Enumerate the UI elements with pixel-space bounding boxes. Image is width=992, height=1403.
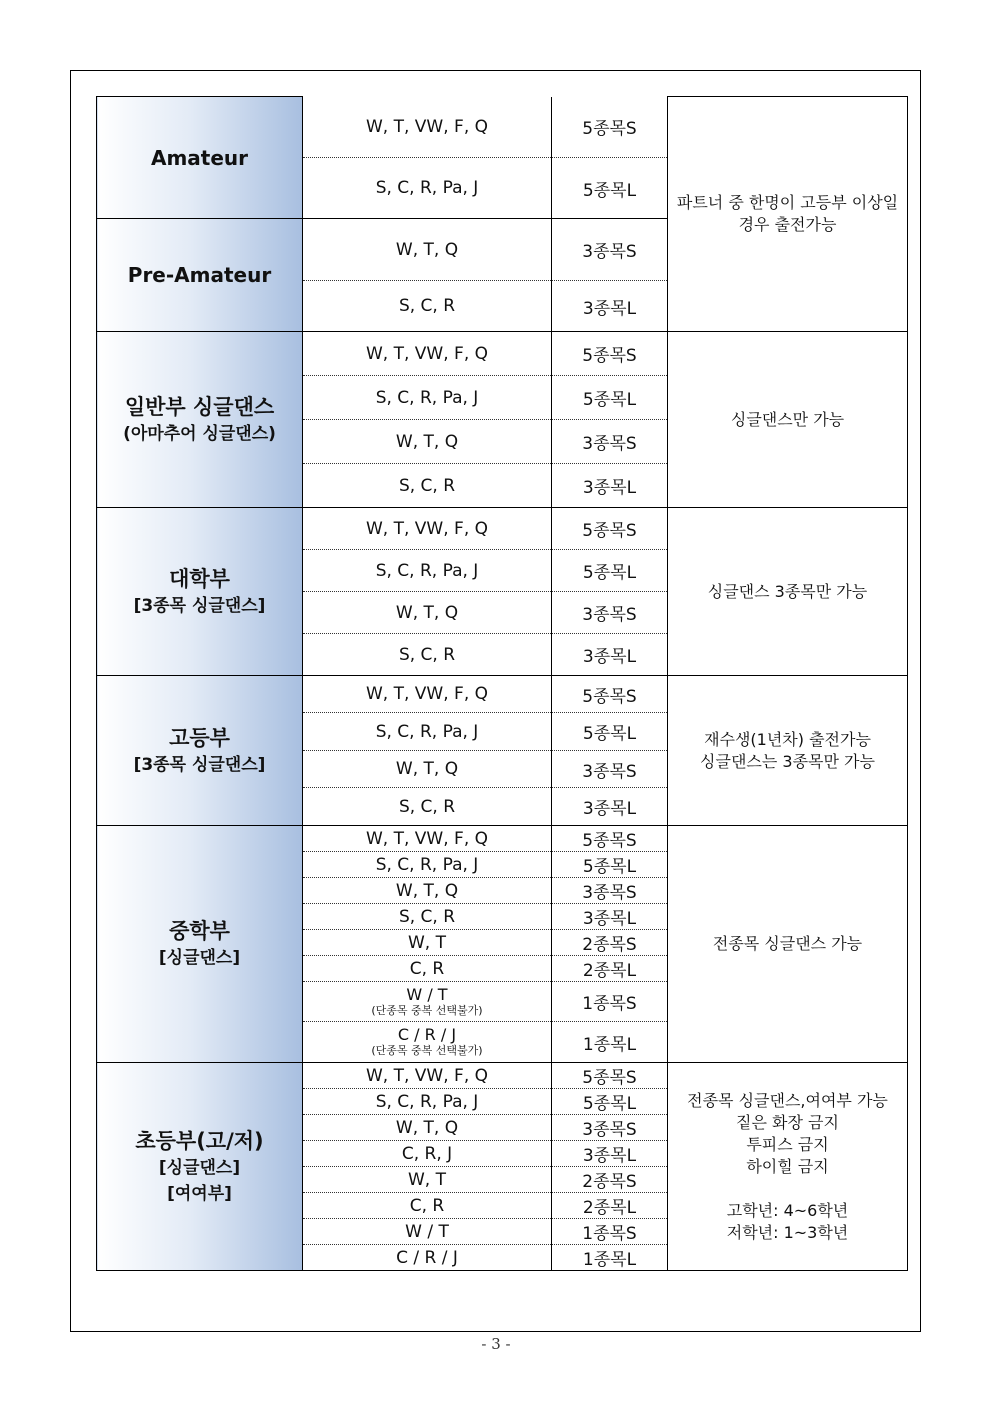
event-count: 5종목S xyxy=(552,97,668,158)
event-count: 3종목S xyxy=(552,420,668,464)
note-line: 싱글댄스 3종목만 가능 xyxy=(707,581,868,601)
dance-list: S, C, R xyxy=(303,788,552,826)
table-row xyxy=(97,97,908,158)
dance-list: C, R, J xyxy=(303,1141,552,1167)
dance-list: W, T, Q xyxy=(303,219,552,281)
event-count: 5종목S xyxy=(552,508,668,550)
dance-note: (단종목 중복 선택불가) xyxy=(371,1003,483,1017)
event-count: 5종목L xyxy=(552,158,668,219)
dance-list: W, T, VW, F, Q xyxy=(303,97,552,158)
dance-list: W, T, Q xyxy=(303,592,552,634)
event-count: 3종목L xyxy=(552,1141,668,1167)
dance-list: W, T, VW, F, Q xyxy=(303,332,552,376)
note-line: 싱글댄스만 가능 xyxy=(730,409,845,429)
dance-list: W / T xyxy=(303,1219,552,1245)
dance-list: S, C, R, Pa, J xyxy=(303,713,552,751)
category-subtitle: [싱글댄스] xyxy=(158,948,241,968)
event-count: 5종목L xyxy=(552,376,668,420)
event-count: 5종목S xyxy=(552,826,668,852)
note-line: 경우 출전가능 xyxy=(738,215,837,234)
category-cell-middle-school xyxy=(97,826,303,1063)
note-line: 고학년: 4~6학년 xyxy=(726,1200,849,1220)
category-cell-general xyxy=(97,332,303,508)
dance-list: W, T, VW, F, Q xyxy=(303,508,552,550)
event-count: 3종목S xyxy=(552,751,668,788)
event-count: 5종목S xyxy=(552,332,668,376)
category-subtitle: [3종목 싱글댄스] xyxy=(133,595,266,616)
event-count: 3종목L xyxy=(552,634,668,676)
note-spacer xyxy=(668,1178,907,1200)
table-row xyxy=(97,332,908,376)
note-cell-general xyxy=(668,332,908,508)
dance-list: S, C, R xyxy=(303,634,552,676)
event-count: 3종목S xyxy=(552,878,668,904)
event-count: 3종목L xyxy=(552,904,668,930)
event-count: 5종목S xyxy=(552,1063,668,1089)
dance-list: C / R / J xyxy=(397,1025,457,1044)
dance-list: S, C, R xyxy=(303,904,552,930)
event-count: 2종목L xyxy=(552,1193,668,1219)
event-count: 3종목L xyxy=(552,281,668,332)
category-title: 대학부 xyxy=(169,566,230,591)
dance-list: S, C, R, Pa, J xyxy=(303,376,552,420)
event-count: 2종목L xyxy=(552,956,668,982)
category-subtitle: [3종목 싱글댄스] xyxy=(133,754,266,775)
event-count: 5종목L xyxy=(552,852,668,878)
dance-list: W, T, VW, F, Q xyxy=(303,676,552,713)
note-line: 재수생(1년차) 출전가능 xyxy=(704,729,871,749)
category-title: 고등부 xyxy=(169,725,230,750)
category-cell-high-school xyxy=(97,676,303,826)
note-line: 전종목 싱글댄스 가능 xyxy=(712,934,863,953)
event-count: 1종목S xyxy=(552,982,668,1022)
event-count: 1종목L xyxy=(552,1022,668,1063)
dance-list: C, R xyxy=(303,956,552,982)
dance-list: S, C, R xyxy=(303,464,552,508)
category-cell-elementary xyxy=(97,1063,303,1271)
category-subtitle: [싱글댄스] xyxy=(158,1157,241,1178)
event-count: 1종목S xyxy=(552,1219,668,1245)
category-title: Amateur xyxy=(150,145,249,170)
event-count: 5종목L xyxy=(552,1089,668,1115)
dance-list: W, T xyxy=(303,1167,552,1193)
dance-list: C / R / J xyxy=(303,1245,552,1271)
dance-list: W, T xyxy=(303,930,552,956)
dance-list: W, T, VW, F, Q xyxy=(303,1063,552,1089)
dance-list: W, T, Q xyxy=(303,420,552,464)
event-count: 3종목L xyxy=(552,464,668,508)
event-count: 5종목L xyxy=(552,550,668,592)
note-cell-elementary xyxy=(668,1063,908,1271)
event-count: 3종목S xyxy=(552,219,668,281)
note-cell-amateur xyxy=(668,97,908,332)
category-cell-university xyxy=(97,508,303,676)
category-subtitle: (아마추어 싱글댄스) xyxy=(123,423,276,444)
table-row xyxy=(97,1063,908,1089)
note-cell-middle-school xyxy=(668,826,908,1063)
category-cell-amateur xyxy=(97,97,303,219)
table-row xyxy=(97,676,908,713)
dance-list: W, T, Q xyxy=(303,751,552,788)
note-cell-university xyxy=(668,508,908,676)
dance-list: W, T, Q xyxy=(303,1115,552,1141)
note-line: 전종목 싱글댄스,여여부 가능 xyxy=(687,1090,888,1110)
dance-list: S, C, R, Pa, J xyxy=(303,852,552,878)
event-count: 5종목L xyxy=(552,713,668,751)
table-row xyxy=(97,508,908,550)
category-subtitle: [여여부] xyxy=(167,1183,232,1204)
dance-note: (단종목 중복 선택불가) xyxy=(371,1044,483,1057)
note-cell-high-school xyxy=(668,676,908,826)
table-row xyxy=(97,826,908,852)
competition-category-table xyxy=(96,96,908,1271)
event-count: 1종목L xyxy=(552,1245,668,1271)
note-line: 투피스 금지 xyxy=(746,1134,829,1154)
note-line: 싱글댄스는 3종목만 가능 xyxy=(700,751,875,771)
dance-list: S, C, R xyxy=(303,281,552,332)
event-count: 2종목S xyxy=(552,930,668,956)
event-count: 5종목S xyxy=(552,676,668,713)
event-count: 3종목S xyxy=(552,592,668,634)
dance-list: S, C, R, Pa, J xyxy=(303,1089,552,1115)
dance-list: S, C, R, Pa, J xyxy=(303,158,552,219)
event-count: 3종목S xyxy=(552,1115,668,1141)
dance-list: S, C, R, Pa, J xyxy=(303,550,552,592)
note-line: 저학년: 1~3학년 xyxy=(726,1222,849,1242)
category-title: 일반부 싱글댄스 xyxy=(124,394,275,419)
page-number: - 3 - xyxy=(481,1335,511,1353)
dance-list: W, T, Q xyxy=(303,878,552,904)
dance-list: C, R xyxy=(303,1193,552,1219)
event-count: 3종목L xyxy=(552,788,668,826)
category-title: 초등부(고/저) xyxy=(135,1128,264,1153)
category-title: Pre-Amateur xyxy=(127,263,272,287)
dance-list: W, T, VW, F, Q xyxy=(303,826,552,852)
dance-list-single xyxy=(303,1022,552,1063)
dance-list: W / T xyxy=(406,984,448,1004)
event-count: 2종목S xyxy=(552,1167,668,1193)
category-title: 중학부 xyxy=(169,919,230,943)
note-line: 파트너 중 한명이 고등부 이상일 xyxy=(676,193,899,212)
dance-list-single xyxy=(303,982,552,1022)
note-line: 짙은 화장 금지 xyxy=(736,1112,839,1132)
category-cell-pre-amateur xyxy=(97,219,303,332)
note-line: 하이힐 금지 xyxy=(746,1156,829,1176)
